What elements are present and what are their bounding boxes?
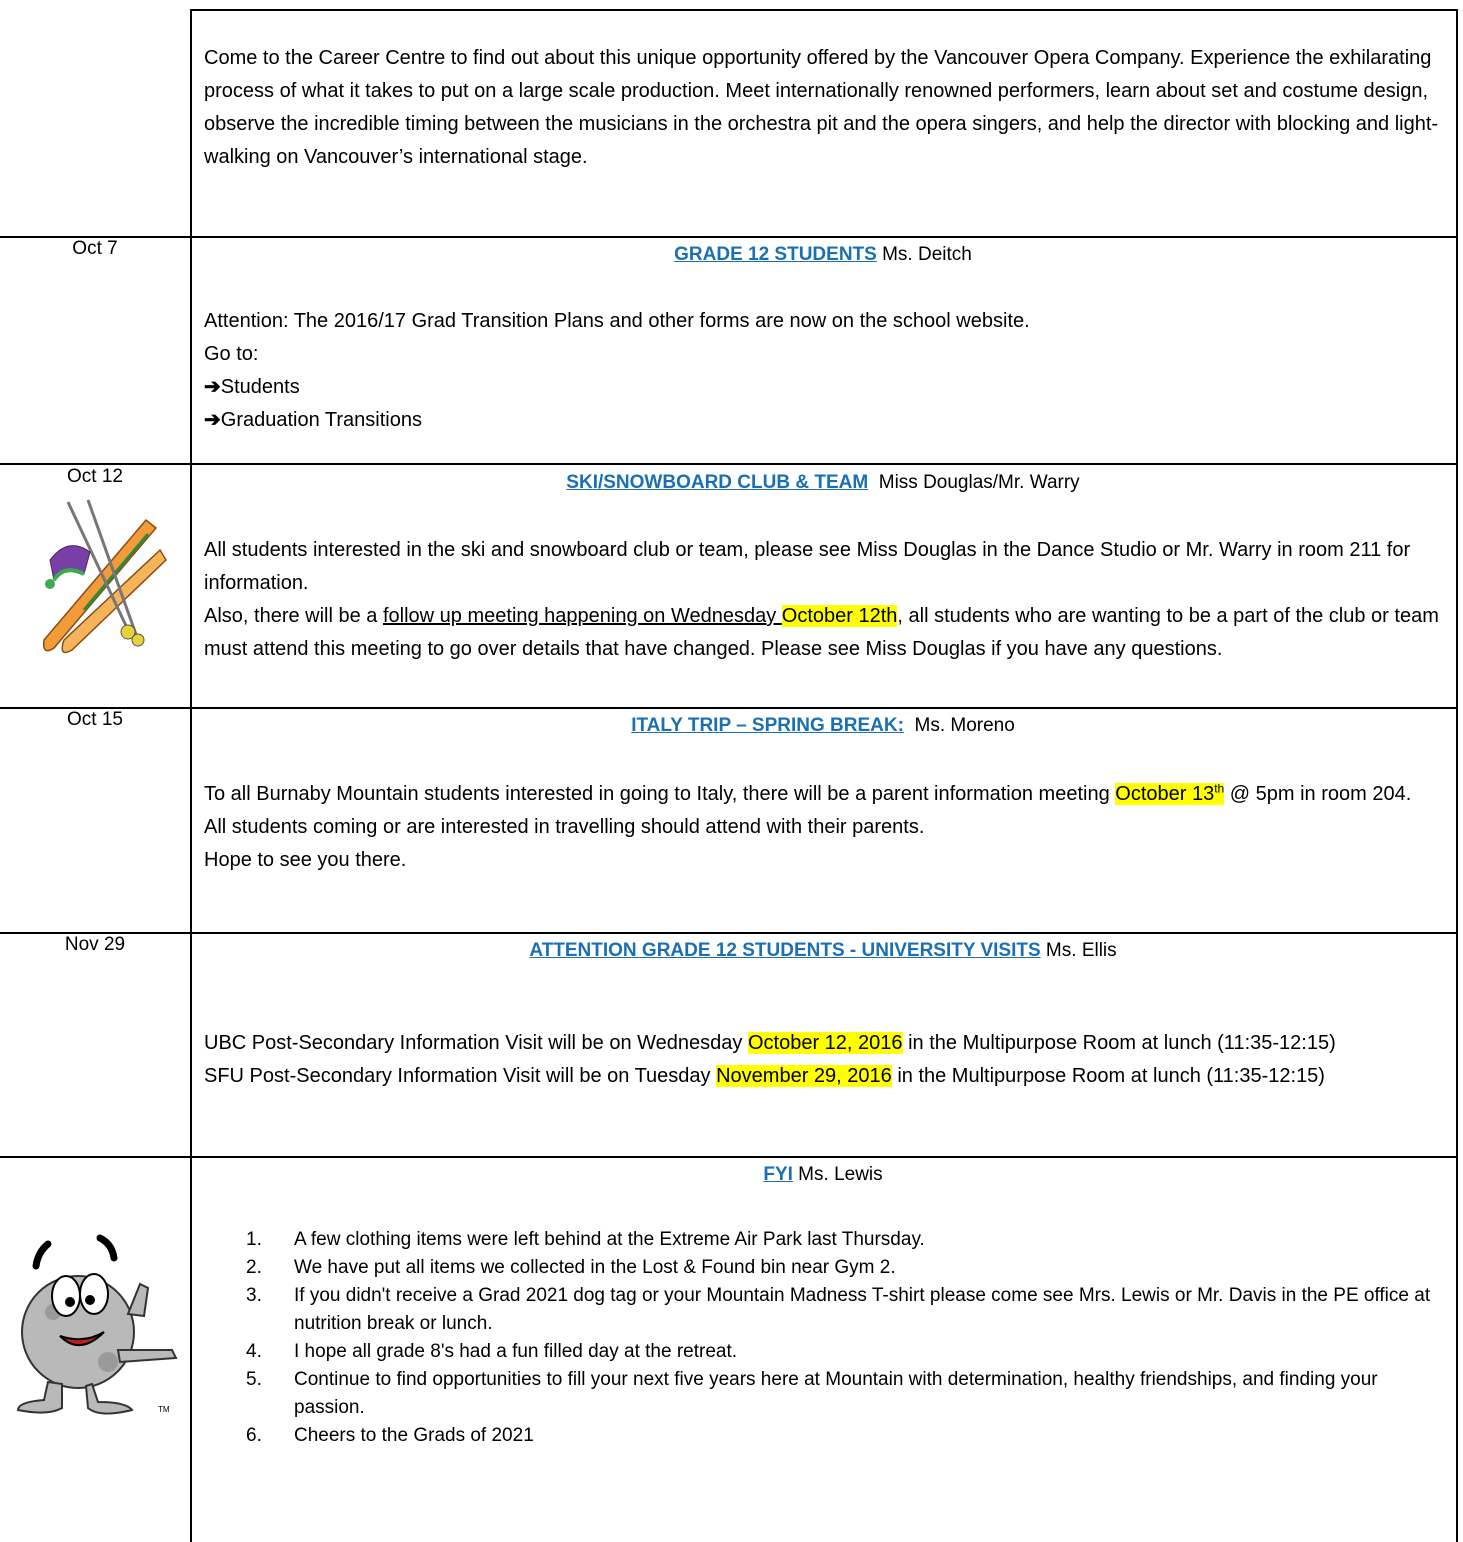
- italy-trip-text: [204, 778, 1444, 877]
- ski-club-link[interactable]: SKI/SNOWBOARD CLUB & TEAM: [566, 472, 869, 493]
- sfu-visit: SFU Post-Secondary Information Visit will be on Tuesday November 29, 2016 in the Multipurpose Room at lunch (11:35-12:15): [204, 1065, 1325, 1087]
- table-left-border: [190, 9, 192, 1542]
- row-divider: [0, 707, 1458, 709]
- italy-trip-link[interactable]: ITALY TRIP – SPRING BREAK:: [631, 715, 904, 736]
- list-item: 3. If you didn't receive a Grad 2021 dog tag or your Mountain Madness T-shirt please come see Mrs. Lewis or Mr. Davis in the PE office at nutrition break or lunch.: [246, 1285, 1431, 1334]
- date-cell: Oct 12: [67, 466, 123, 487]
- list-item: 6. Cheers to the Grads of 2021: [246, 1425, 534, 1446]
- ski-paragraph-2: Also, there will be a follow up meeting happening on Wednesday October 12th, all students who are wanting to be a part of the club or team must attend this meeting to go over details that have changed. Please see Miss Douglas if you have any questions.: [204, 605, 1439, 660]
- row-divider: [0, 1156, 1458, 1158]
- text-line: Go to:: [204, 343, 259, 365]
- list-item: 2. We have put all items we collected in the Lost & Found bin near Gym 2.: [246, 1257, 896, 1278]
- text-line: Attention: The 2016/17 Grad Transition Plans and other forms are now on the school website.: [204, 310, 1030, 332]
- date-cell: Nov 29: [64, 934, 126, 955]
- title-teacher: Ms. Ellis: [1040, 940, 1117, 961]
- mountain-mascot-clipart: [8, 1232, 183, 1422]
- arrow-icon: ➔: [204, 376, 221, 398]
- highlighted-date: October 12th: [781, 605, 898, 627]
- ubc-visit: UBC Post-Secondary Information Visit will be on Wednesday October 12, 2016 in the Multipurpose Room at lunch (11:35-12:15): [204, 1032, 1336, 1054]
- grade12-link[interactable]: GRADE 12 STUDENTS: [674, 244, 877, 265]
- ski-paragraph-1: All students interested in the ski and snowboard club or team, please see Miss Douglas in the Dance Studio or Mr. Warry in room 211 for information.: [204, 539, 1411, 594]
- title-teacher: Ms. Lewis: [792, 1164, 883, 1185]
- arrow-icon: ➔: [204, 409, 221, 431]
- row-divider: [0, 236, 1458, 238]
- italy-paragraph: To all Burnaby Mountain students interested in going to Italy, there will be a parent information meeting October 13th @ 5pm in room 204.: [204, 781, 1412, 805]
- opera-paragraph: Come to the Career Centre to find out about this unique opportunity offered by the Vancouver Opera Company. Experience the exhilarating process of what it takes to put on a large scale production. Meet internationally renowned performers, learn about set and costume design, observe the incredible timing between the musicians in the orchestra pit and the opera singers, and help the director with blocking and light-walking on Vancouver’s international stage.: [204, 47, 1439, 168]
- announcement-title: [190, 472, 1456, 494]
- list-item: 1. A few clothing items were left behind at the Extreme Air Park last Thursday.: [246, 1229, 925, 1250]
- list-item: 5. Continue to find opportunities to fill your next five years here at Mountain with determination, healthy friendships, and finding your passion.: [246, 1369, 1378, 1418]
- arrow-item: [204, 371, 1444, 404]
- title-teacher: Ms. Deitch: [876, 244, 972, 265]
- highlighted-date: October 13th: [1115, 781, 1225, 805]
- fyi-list-wrapper: [226, 1226, 1446, 1450]
- row-divider: [0, 463, 1458, 465]
- announcement-title: [190, 940, 1456, 962]
- university-visits-link[interactable]: ATTENTION GRADE 12 STUDENTS - UNIVERSITY VISITS: [529, 940, 1041, 961]
- table-right-border: [1456, 9, 1458, 1542]
- meeting-underlined-text: follow up meeting happening on Wednesday: [382, 605, 782, 627]
- university-visits-text: [204, 1027, 1444, 1093]
- ski-clipart: [28, 490, 178, 660]
- list-item: 4. I hope all grade 8's had a fun filled day at the retreat.: [246, 1341, 738, 1362]
- text-line: Hope to see you there.: [204, 849, 407, 871]
- title-teacher: Miss Douglas/Mr. Warry: [868, 472, 1080, 493]
- fyi-link[interactable]: FYI: [763, 1164, 793, 1185]
- arrow-item-label: Graduation Transitions: [220, 409, 422, 431]
- text-line: All students coming or are interested in travelling should attend with their parents.: [204, 816, 925, 838]
- date-cell: Oct 15: [67, 709, 123, 730]
- date-cell: Oct 7: [72, 238, 118, 259]
- announcement-title: [190, 244, 1456, 266]
- mascot-tm: TM: [158, 1405, 170, 1414]
- row-divider: [0, 932, 1458, 934]
- announcement-title: [190, 1164, 1456, 1186]
- highlighted-date: November 29, 2016: [716, 1065, 892, 1087]
- fyi-list: [226, 1226, 1446, 1450]
- grad-transition-text: [204, 305, 1444, 437]
- highlighted-date: October 12, 2016: [747, 1032, 903, 1054]
- ski-club-text: [204, 534, 1444, 666]
- arrow-item: [204, 404, 1444, 437]
- arrow-item-label: Students: [220, 376, 300, 398]
- title-teacher: Ms. Moreno: [903, 715, 1015, 736]
- table-top-border: [190, 9, 1458, 11]
- announcement-title: [190, 715, 1456, 737]
